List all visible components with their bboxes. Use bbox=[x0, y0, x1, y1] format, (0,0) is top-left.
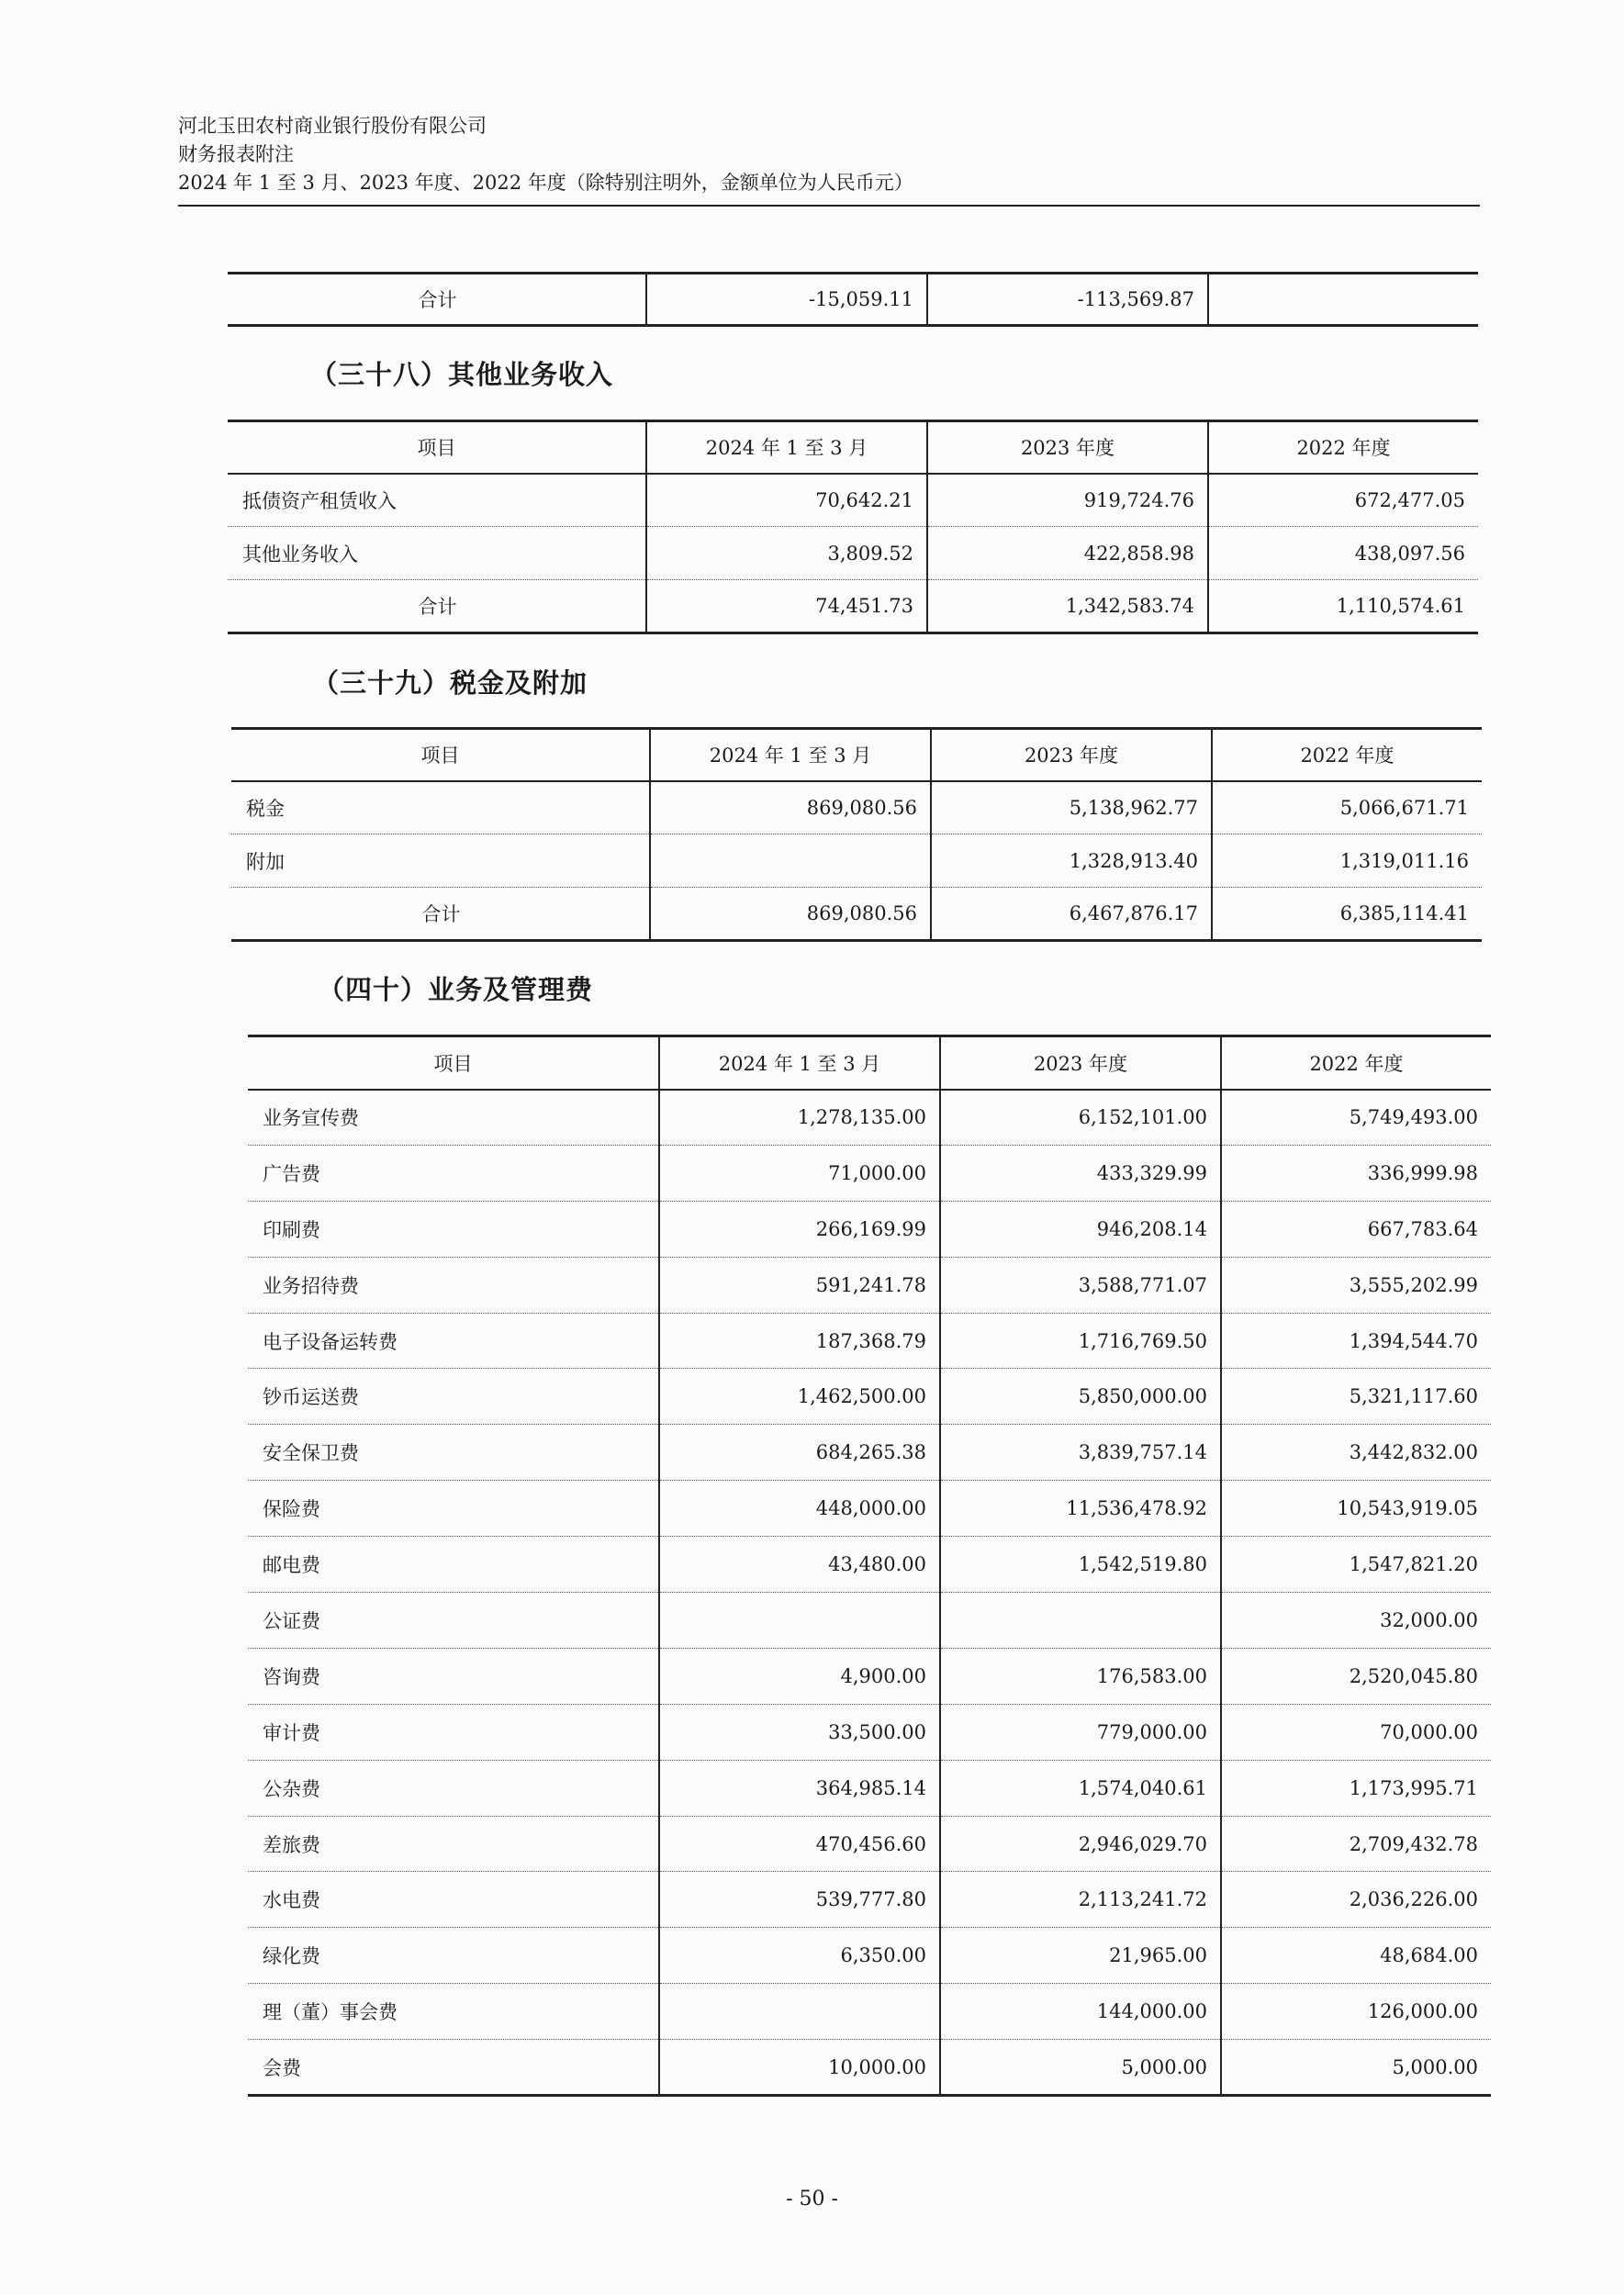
cell-value: 3,809.52 bbox=[646, 527, 927, 580]
cell-value: 2,113,241.72 bbox=[940, 1872, 1221, 1928]
cell-value: 1,394,544.70 bbox=[1221, 1313, 1491, 1369]
row-label: 安全保卫费 bbox=[248, 1425, 659, 1481]
cell-value: 187,368.79 bbox=[659, 1313, 940, 1369]
table-row bbox=[248, 1760, 1491, 1816]
cell-value: 1,542,519.80 bbox=[940, 1537, 1221, 1593]
section-title-39: （三十九）税金及附加 bbox=[312, 667, 588, 699]
cell-value: 1,547,821.20 bbox=[1221, 1537, 1491, 1593]
table-header-row bbox=[231, 729, 1482, 781]
column-header: 2023 年度 bbox=[927, 421, 1208, 474]
row-label: 咨询费 bbox=[248, 1648, 659, 1704]
document-title: 财务报表附注 bbox=[178, 143, 294, 165]
table-row bbox=[248, 1481, 1491, 1537]
cell-value: 5,749,493.00 bbox=[1221, 1090, 1491, 1146]
column-header: 2024 年 1 至 3 月 bbox=[659, 1036, 940, 1090]
row-label: 审计费 bbox=[248, 1704, 659, 1760]
cell-value: 10,543,919.05 bbox=[1221, 1481, 1491, 1537]
section-title-38: （三十八）其他业务收入 bbox=[310, 359, 614, 390]
taxes-and-surcharges-table bbox=[231, 727, 1482, 942]
cell-value: 5,321,117.60 bbox=[1221, 1369, 1491, 1425]
row-label: 业务招待费 bbox=[248, 1257, 659, 1313]
cell-value: 1,319,011.16 bbox=[1212, 834, 1482, 888]
row-label: 合计 bbox=[418, 596, 457, 618]
table-row bbox=[248, 1537, 1491, 1593]
row-label: 其他业务收入 bbox=[228, 527, 646, 580]
cell-value: 364,985.14 bbox=[659, 1760, 940, 1816]
row-label: 印刷费 bbox=[248, 1201, 659, 1257]
cell-value: 779,000.00 bbox=[940, 1704, 1221, 1760]
cell-value: 266,169.99 bbox=[659, 1201, 940, 1257]
cell-value bbox=[650, 834, 931, 888]
row-label: 保险费 bbox=[248, 1481, 659, 1537]
table-row bbox=[248, 2040, 1491, 2096]
cell-value: 43,480.00 bbox=[659, 1537, 940, 1593]
column-header: 2023 年度 bbox=[931, 729, 1212, 781]
table-row bbox=[231, 781, 1482, 834]
cell-value: 433,329.99 bbox=[940, 1145, 1221, 1201]
cell-value: 946,208.14 bbox=[940, 1201, 1221, 1257]
row-label: 理（董）事会费 bbox=[248, 1984, 659, 2040]
cell-value: 6,350.00 bbox=[659, 1928, 940, 1984]
cell-value: 1,173,995.71 bbox=[1221, 1760, 1491, 1816]
row-label: 税金 bbox=[231, 781, 650, 834]
cell-value: 21,965.00 bbox=[940, 1928, 1221, 1984]
column-header: 2022 年度 bbox=[1212, 729, 1482, 781]
header-rule bbox=[178, 205, 1480, 207]
cell-value: 684,265.38 bbox=[659, 1425, 940, 1481]
cell-value: 919,724.76 bbox=[927, 474, 1208, 527]
cell-value: 591,241.78 bbox=[659, 1257, 940, 1313]
cell-value: 5,850,000.00 bbox=[940, 1369, 1221, 1425]
cell-value: 1,716,769.50 bbox=[940, 1313, 1221, 1369]
table-row bbox=[248, 1313, 1491, 1369]
cell-value: 70,000.00 bbox=[1221, 1704, 1491, 1760]
cell-value bbox=[940, 1593, 1221, 1649]
table-header-row bbox=[228, 421, 1478, 474]
row-label: 钞币运送费 bbox=[248, 1369, 659, 1425]
other-business-income-table bbox=[228, 420, 1478, 634]
cell-value: 176,583.00 bbox=[940, 1648, 1221, 1704]
row-label: 附加 bbox=[231, 834, 650, 888]
cell-value: -15,059.11 bbox=[646, 274, 927, 326]
table-header-row bbox=[248, 1036, 1491, 1090]
cell-value: 6,152,101.00 bbox=[940, 1090, 1221, 1146]
row-label: 公证费 bbox=[248, 1593, 659, 1649]
cell-value: 10,000.00 bbox=[659, 2040, 940, 2096]
cell-value: 6,467,876.17 bbox=[931, 888, 1212, 941]
cell-value: 32,000.00 bbox=[1221, 1593, 1491, 1649]
cell-value: 2,946,029.70 bbox=[940, 1816, 1221, 1872]
table-row bbox=[231, 888, 1482, 941]
cell-value: 3,442,832.00 bbox=[1221, 1425, 1491, 1481]
column-header: 2022 年度 bbox=[1221, 1036, 1491, 1090]
table-row bbox=[248, 1425, 1491, 1481]
table-row bbox=[248, 1648, 1491, 1704]
cell-value: 1,462,500.00 bbox=[659, 1369, 940, 1425]
cell-value: 667,783.64 bbox=[1221, 1201, 1491, 1257]
cell-value: 2,520,045.80 bbox=[1221, 1648, 1491, 1704]
cell-value: 71,000.00 bbox=[659, 1145, 940, 1201]
table-row bbox=[248, 1090, 1491, 1146]
row-label: 合计 bbox=[421, 903, 461, 925]
table-row bbox=[231, 834, 1482, 888]
cell-value: 74,451.73 bbox=[646, 580, 927, 633]
cell-value: 5,138,962.77 bbox=[931, 781, 1212, 834]
carryover-total-table bbox=[228, 272, 1478, 327]
cell-value: 144,000.00 bbox=[940, 1984, 1221, 2040]
cell-value: -113,569.87 bbox=[927, 274, 1208, 326]
table-row bbox=[248, 1704, 1491, 1760]
table-row bbox=[248, 1593, 1491, 1649]
cell-value: 1,110,574.61 bbox=[1208, 580, 1478, 633]
column-header: 2024 年 1 至 3 月 bbox=[650, 729, 931, 781]
row-label: 绿化费 bbox=[248, 1928, 659, 1984]
row-label: 抵债资产租赁收入 bbox=[228, 474, 646, 527]
cell-value: 422,858.98 bbox=[927, 527, 1208, 580]
cell-value: 48,684.00 bbox=[1221, 1928, 1491, 1984]
column-header: 项目 bbox=[228, 421, 646, 474]
cell-value bbox=[659, 1593, 940, 1649]
cell-value: 2,709,432.78 bbox=[1221, 1816, 1491, 1872]
table-row bbox=[248, 1984, 1491, 2040]
table-row bbox=[248, 1201, 1491, 1257]
cell-value: 672,477.05 bbox=[1208, 474, 1478, 527]
cell-value: 1,342,583.74 bbox=[927, 580, 1208, 633]
cell-value: 869,080.56 bbox=[650, 781, 931, 834]
cell-value: 3,839,757.14 bbox=[940, 1425, 1221, 1481]
table-row bbox=[248, 1257, 1491, 1313]
row-label: 会费 bbox=[263, 2056, 301, 2079]
cell-value: 4,900.00 bbox=[659, 1648, 940, 1704]
cell-value: 11,536,478.92 bbox=[940, 1481, 1221, 1537]
cell-value: 448,000.00 bbox=[659, 1481, 940, 1537]
cell-value: 3,555,202.99 bbox=[1221, 1257, 1491, 1313]
period-note: 2024 年 1 至 3 月、2023 年度、2022 年度（除特别注明外，金额单位为人民币元） bbox=[178, 172, 913, 194]
cell-value bbox=[659, 1984, 940, 2040]
table-row bbox=[228, 274, 1478, 326]
row-label: 电子设备运转费 bbox=[248, 1313, 659, 1369]
column-header: 项目 bbox=[248, 1036, 659, 1090]
column-header: 2023 年度 bbox=[940, 1036, 1221, 1090]
cell-value: 2,036,226.00 bbox=[1221, 1872, 1491, 1928]
cell-value: 1,278,135.00 bbox=[659, 1090, 940, 1146]
table-row bbox=[248, 1928, 1491, 1984]
cell-value: 438,097.56 bbox=[1208, 527, 1478, 580]
cell-value: 126,000.00 bbox=[1221, 1984, 1491, 2040]
cell-value: 5,000.00 bbox=[940, 2040, 1221, 2096]
row-label: 广告费 bbox=[248, 1145, 659, 1201]
cell-value: 470,456.60 bbox=[659, 1816, 940, 1872]
cell-value: 1,574,040.61 bbox=[940, 1760, 1221, 1816]
business-management-fees-table bbox=[248, 1035, 1491, 2097]
cell-value: 539,777.80 bbox=[659, 1872, 940, 1928]
cell-value: 6,385,114.41 bbox=[1212, 888, 1482, 941]
table-row bbox=[228, 580, 1478, 633]
row-label: 公杂费 bbox=[248, 1760, 659, 1816]
page-number: - 50 - bbox=[786, 2188, 838, 2211]
cell-value: 336,999.98 bbox=[1221, 1145, 1491, 1201]
row-label: 差旅费 bbox=[248, 1816, 659, 1872]
column-header: 项目 bbox=[231, 729, 650, 781]
cell-value: 33,500.00 bbox=[659, 1704, 940, 1760]
table-row bbox=[248, 1369, 1491, 1425]
table-row bbox=[228, 527, 1478, 580]
company-name: 河北玉田农村商业银行股份有限公司 bbox=[178, 115, 487, 137]
table-row bbox=[248, 1872, 1491, 1928]
section-title-40: （四十）业务及管理费 bbox=[318, 974, 594, 1005]
cell-value: 5,066,671.71 bbox=[1212, 781, 1482, 834]
table-row bbox=[248, 1816, 1491, 1872]
cell-value: 3,588,771.07 bbox=[940, 1257, 1221, 1313]
table-row bbox=[248, 1145, 1491, 1201]
cell-value: 1,328,913.40 bbox=[931, 834, 1212, 888]
cell-value: 5,000.00 bbox=[1221, 2040, 1491, 2096]
cell-value bbox=[1208, 274, 1478, 326]
cell-value: 869,080.56 bbox=[650, 888, 931, 941]
table-row bbox=[228, 474, 1478, 527]
column-header: 2022 年度 bbox=[1208, 421, 1478, 474]
page-header bbox=[178, 112, 1482, 197]
column-header: 2024 年 1 至 3 月 bbox=[646, 421, 927, 474]
cell-value: 70,642.21 bbox=[646, 474, 927, 527]
row-label: 邮电费 bbox=[248, 1537, 659, 1593]
row-label: 业务宣传费 bbox=[248, 1090, 659, 1146]
row-label: 水电费 bbox=[248, 1872, 659, 1928]
row-label: 合计 bbox=[418, 289, 457, 311]
